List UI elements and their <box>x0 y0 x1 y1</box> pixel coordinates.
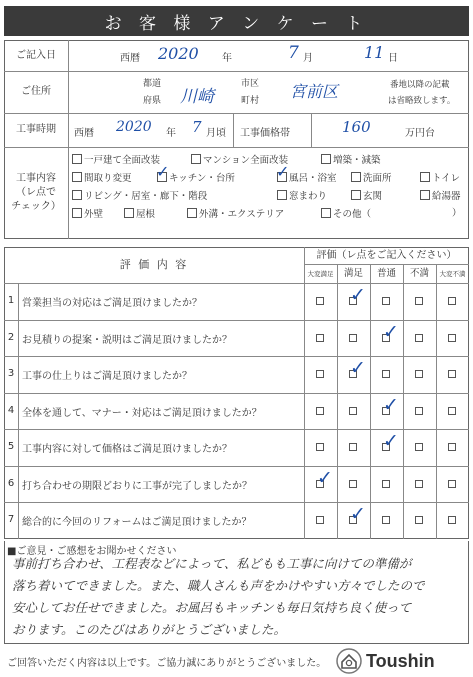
content-option[interactable] <box>420 170 460 184</box>
logo <box>336 647 470 675</box>
eval-row-divider <box>4 466 469 467</box>
content-option[interactable] <box>420 188 461 202</box>
construction-year[interactable]: 2020 <box>116 119 152 135</box>
content-option[interactable] <box>187 206 284 220</box>
check-mark-icon: ✓ <box>350 357 366 379</box>
content-option-label: 増築・減築 <box>333 155 381 166</box>
content-option-checkbox[interactable] <box>72 190 82 200</box>
construction-price-unit: 万円台 <box>405 128 435 139</box>
check-mark-icon: ✓ <box>156 162 170 181</box>
address-ward[interactable]: 宮前区 <box>290 82 339 101</box>
construction-era: 西暦 <box>74 128 94 139</box>
check-mark-icon: ✓ <box>383 430 399 452</box>
rating-checkbox[interactable] <box>382 297 390 305</box>
eval-col-divider <box>370 264 371 539</box>
rating-checkbox[interactable] <box>382 516 390 524</box>
content-option-label: 窓まわり <box>289 191 328 202</box>
question-text: 総合的に今回のリフォームはご満足頂けましたか？ <box>22 517 252 528</box>
content-option-label: 外溝・エクステリア <box>199 209 285 220</box>
content-option[interactable] <box>321 206 371 220</box>
content-option-checkbox[interactable] <box>72 154 82 164</box>
question-text: 打ち合わせの期限どおりに工事が完了しましたか？ <box>22 480 252 492</box>
content-option-checkbox[interactable] <box>72 208 82 218</box>
eval-header-content: 評 価 内 容 <box>119 258 189 271</box>
content-option-checkbox[interactable] <box>420 172 430 182</box>
content-option-label: トイレ <box>432 173 461 184</box>
rating-checkbox[interactable] <box>448 297 456 305</box>
question-number: 2 <box>7 331 15 343</box>
rating-checkbox[interactable] <box>349 443 357 451</box>
question-text: 営業担当の対応はご満足頂けましたか？ <box>22 298 202 309</box>
content-label <box>4 147 68 239</box>
eval-scale-label: 大変満足 <box>307 269 334 278</box>
content-option-checkbox[interactable] <box>321 154 331 164</box>
content-option-label: 一戸建て全面改装 <box>84 155 161 166</box>
address-ward-top: 市区 <box>241 79 260 89</box>
content-option[interactable] <box>351 170 392 184</box>
content-option-label: 間取り変更 <box>84 173 132 184</box>
entry-date-month[interactable]: 7 <box>288 43 299 63</box>
eval-scale-label: 普通 <box>376 267 396 279</box>
entry-date-year-unit: 年 <box>222 53 232 64</box>
content-option-checkbox[interactable] <box>191 154 201 164</box>
content-option-label: リビング・居室・廊下・階段 <box>84 191 208 202</box>
content-option-checkbox[interactable] <box>124 208 134 218</box>
rating-checkbox[interactable] <box>448 516 456 524</box>
address-note-line1: 番地以降の記載 <box>390 80 450 90</box>
content-option-label: 風呂・浴室 <box>289 173 337 184</box>
comment-line: 事前打ち合わせ、工程表などによって、私どもも工事に向けての準備が <box>12 556 412 571</box>
check-mark-icon: ✓ <box>350 284 366 306</box>
question-text: 工事の仕上りはご満足頂けましたか？ <box>22 371 192 382</box>
comments-body[interactable] <box>12 553 464 641</box>
check-mark-icon: ✓ <box>350 503 366 525</box>
rating-checkbox[interactable] <box>349 334 357 342</box>
content-option-checkbox[interactable] <box>72 172 82 182</box>
content-option[interactable] <box>351 188 382 202</box>
content-option-label: 給湯器 <box>432 191 461 202</box>
content-option[interactable] <box>72 206 103 220</box>
eval-col-divider <box>403 264 404 539</box>
entry-date-day-unit: 日 <box>388 53 398 64</box>
content-option-checkbox[interactable] <box>351 172 361 182</box>
content-option[interactable] <box>72 170 132 184</box>
eval-scale-label: 大変不満 <box>439 269 466 278</box>
content-option-label: その他（ <box>333 209 372 220</box>
content-label-line1: 工事内容 <box>16 173 56 184</box>
question-text: 工事内容に対して価格はご満足頂けましたか？ <box>22 444 232 455</box>
rating-checkbox[interactable] <box>415 480 423 488</box>
content-option-label: 屋根 <box>136 209 156 220</box>
question-number: 7 <box>7 514 15 526</box>
content-label-line2: （レ点で <box>16 187 56 198</box>
question-number: 1 <box>7 295 15 307</box>
info-row-divider <box>4 71 469 72</box>
content-other-close: ） <box>452 208 462 219</box>
content-option-label: 洗面所 <box>363 173 392 184</box>
content-option[interactable] <box>191 152 288 166</box>
content-option-checkbox[interactable] <box>321 208 331 218</box>
rating-checkbox[interactable] <box>415 297 423 305</box>
content-option-label: マンション全面改装 <box>203 155 289 166</box>
content-option-label: 外壁 <box>84 209 104 220</box>
address-label: ご住所 <box>21 86 51 97</box>
comment-line: 安心してお任せできました。お風呂もキッチンも毎日気持ち良く使って <box>12 600 412 615</box>
construction-price-label: 工事価格帯 <box>240 128 290 139</box>
rating-checkbox[interactable] <box>349 407 357 415</box>
rating-checkbox[interactable] <box>448 370 456 378</box>
eval-header-bottom <box>4 283 469 284</box>
check-mark-icon: ✓ <box>276 162 290 181</box>
page-title: お 客 様 ア ン ケ ー ト <box>4 6 469 36</box>
rating-checkbox[interactable] <box>415 443 423 451</box>
address-city[interactable]: 川崎 <box>180 87 214 107</box>
logo-text: Toushin <box>366 650 435 671</box>
rating-checkbox[interactable] <box>349 480 357 488</box>
address-note-line2: は省略致します。 <box>388 96 456 106</box>
rating-checkbox[interactable] <box>316 334 324 342</box>
eval-scale-label: 不満 <box>409 267 429 279</box>
info-row-divider <box>4 147 469 148</box>
rating-checkbox[interactable] <box>448 443 456 451</box>
address-ward-bottom: 町村 <box>241 96 260 106</box>
question-number: 4 <box>7 404 15 416</box>
comment-line: 落ち着いてできました。また、職人さんも声をかけやすい方々でしたので <box>12 578 425 593</box>
question-number: 5 <box>7 441 15 453</box>
content-option[interactable] <box>321 152 381 166</box>
rating-checkbox[interactable] <box>316 297 324 305</box>
rating-checkbox[interactable] <box>448 334 456 342</box>
rating-checkbox[interactable] <box>316 443 324 451</box>
rating-checkbox[interactable] <box>415 334 423 342</box>
question-text: お見積りの提案・説明はご満足頂けましたか？ <box>22 334 232 346</box>
content-option-label: キッチン・台所 <box>169 173 235 184</box>
rating-checkbox[interactable] <box>415 370 423 378</box>
eval-row-divider <box>4 393 469 394</box>
eval-col-divider <box>436 264 437 539</box>
info-label-divider <box>68 40 69 239</box>
content-option[interactable] <box>72 152 160 166</box>
eval-col-divider <box>337 264 338 539</box>
eval-num-divider <box>18 283 19 539</box>
rating-checkbox[interactable] <box>415 516 423 524</box>
entry-date-label: ご記入日 <box>16 49 56 61</box>
rating-checkbox[interactable] <box>448 407 456 415</box>
eval-row-divider <box>4 429 469 430</box>
construction-price[interactable]: 160 <box>342 118 371 136</box>
rating-checkbox[interactable] <box>382 480 390 488</box>
content-option-checkbox[interactable] <box>420 190 430 200</box>
content-option[interactable] <box>72 188 207 202</box>
construction-period-label: 工事時期 <box>16 124 56 135</box>
footer-text: ご回答いただく内容は以上です。ご協力誠にありがとうございました。 <box>7 658 327 669</box>
entry-date-day[interactable]: 11 <box>364 43 385 62</box>
content-option-checkbox[interactable] <box>187 208 197 218</box>
rating-checkbox[interactable] <box>316 516 324 524</box>
content-option[interactable] <box>124 206 155 220</box>
check-mark-icon: ✓ <box>383 320 399 343</box>
rating-checkbox[interactable] <box>415 407 423 415</box>
content-options <box>72 152 466 236</box>
rating-checkbox[interactable] <box>448 480 456 488</box>
eval-header-scale-title: 評価（レ点をご記入ください） <box>316 250 457 261</box>
eval-scale-label: 満足 <box>343 267 363 279</box>
rating-checkbox[interactable] <box>316 407 324 415</box>
content-option-checkbox[interactable] <box>156 162 170 182</box>
content-option[interactable] <box>277 188 327 202</box>
content-option-label: 玄関 <box>363 191 383 202</box>
question-text: 全体を通して、マナー・対応はご満足頂けましたか？ <box>22 407 262 419</box>
content-option-checkbox[interactable] <box>276 162 290 182</box>
construction-month-unit: 月頃 <box>206 128 226 139</box>
price-divider-right <box>311 113 312 147</box>
entry-date-month-unit: 月 <box>303 53 313 64</box>
content-option-checkbox[interactable] <box>351 190 361 200</box>
eval-row-divider <box>4 356 469 357</box>
rating-checkbox[interactable] <box>382 370 390 378</box>
address-pref-bottom: 府県 <box>143 96 162 106</box>
comment-line: おります。このたびはありがとうございました。 <box>12 622 287 637</box>
content-option-checkbox[interactable] <box>277 190 287 200</box>
eval-row-divider <box>4 320 469 321</box>
address-pref-top: 都道 <box>143 79 162 89</box>
construction-year-unit: 年 <box>166 128 176 139</box>
price-divider-left <box>233 113 234 147</box>
comments-label: ■ご意見・ご感想をお聞かせください <box>7 546 177 557</box>
info-row-divider <box>4 113 469 114</box>
question-number: 3 <box>7 368 15 380</box>
entry-date-year[interactable]: 2020 <box>158 44 199 63</box>
eval-row-divider <box>4 502 469 503</box>
content-label-line3: チェック） <box>11 201 61 212</box>
construction-month[interactable]: 7 <box>192 118 202 136</box>
check-mark-icon: ✓ <box>317 466 333 489</box>
check-mark-icon: ✓ <box>383 393 399 416</box>
rating-checkbox[interactable] <box>316 370 324 378</box>
content-option[interactable] <box>156 162 235 184</box>
house-logo-icon <box>336 648 362 674</box>
entry-date-era: 西暦 <box>120 53 140 64</box>
content-option[interactable] <box>276 162 337 184</box>
question-number: 6 <box>7 477 15 489</box>
